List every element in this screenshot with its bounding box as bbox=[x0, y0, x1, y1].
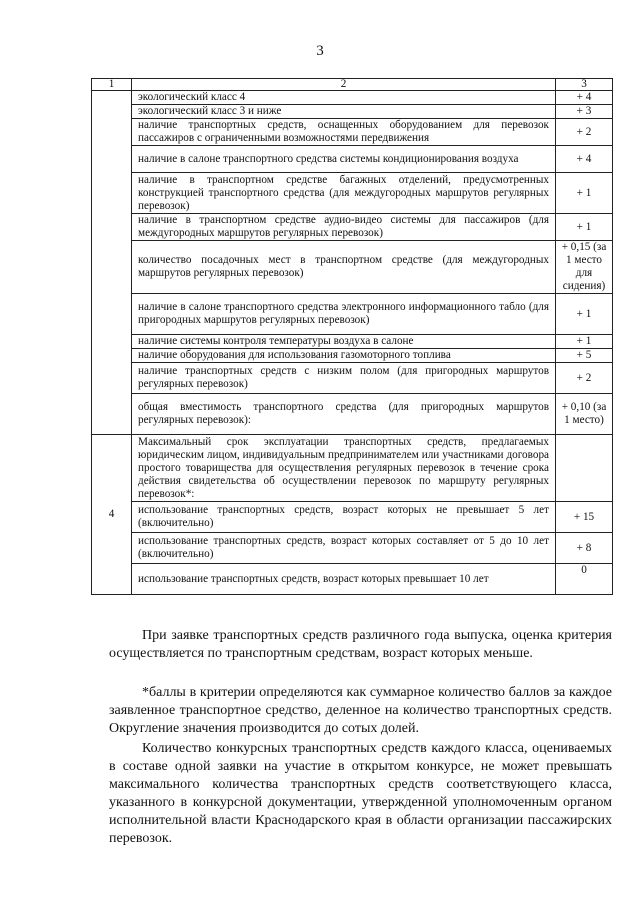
score-cell: + 4 bbox=[556, 146, 613, 173]
criterion-cell: наличие в салоне транспортного средства электронного информационного табло (для пригородных маршрутов регулярных перевозок) bbox=[132, 294, 556, 335]
table-row bbox=[92, 173, 613, 214]
section-4-title: Максимальный срок эксплуатации транспортных средств, предлагаемых юридическим лицом, индивидуальным предпринимателем или участниками договора простого товарищества для осуществления регулярных перевозок в течение срока действия свидетельства об осуществлении перевозок по маршруту регулярных перевозок*: bbox=[132, 435, 556, 502]
table-row bbox=[92, 91, 613, 105]
table-row bbox=[92, 363, 613, 394]
score-cell: + 2 bbox=[556, 363, 613, 394]
score-cell: + 1 bbox=[556, 173, 613, 214]
criterion-cell: наличие в транспортном средстве багажных отделений, предусмотренных конструкцией транспортного средства (для междугородных маршрутов регулярных перевозок) bbox=[132, 173, 556, 214]
page-number: 3 bbox=[316, 43, 324, 59]
criterion-cell: наличие системы контроля температуры воздуха в салоне bbox=[132, 335, 556, 349]
table-row bbox=[92, 502, 613, 533]
criterion-cell: экологический класс 3 и ниже bbox=[132, 105, 556, 119]
score-cell: + 8 bbox=[556, 533, 613, 564]
table-row bbox=[92, 119, 613, 146]
section-3-number-cell bbox=[92, 91, 132, 435]
criterion-cell: экологический класс 4 bbox=[132, 91, 556, 105]
criterion-cell: наличие оборудования для использования газомоторного топлива bbox=[132, 349, 556, 363]
section-4-title-row bbox=[92, 435, 613, 502]
criterion-cell: общая вместимость транспортного средства (для пригородных маршрутов регулярных перевозок): bbox=[132, 394, 556, 435]
table-row bbox=[92, 294, 613, 335]
score-cell: + 3 bbox=[556, 105, 613, 119]
table-row bbox=[92, 335, 613, 349]
score-cell: + 15 bbox=[556, 502, 613, 533]
note-paragraph-2: *баллы в критерии определяются как суммарное количество баллов за каждое заявленное транспортное средство, деленное на количество транспортных средств. Округление значения производится до сотых долей. bbox=[109, 685, 612, 736]
table-row bbox=[92, 394, 613, 435]
table-row bbox=[92, 349, 613, 363]
criterion-cell: наличие транспортных средств, оснащенных оборудованием для перевозок пассажиров с ограниченными возможностями передвижения bbox=[132, 119, 556, 146]
criterion-cell: количество посадочных мест в транспортном средстве (для междугородных маршрутов регулярных перевозок) bbox=[132, 241, 556, 294]
score-cell: + 0,15 (за 1 место для сидения) bbox=[556, 241, 613, 294]
table-row bbox=[92, 564, 613, 595]
criterion-cell: использование транспортных средств, возраст которых не превышает 5 лет (включительно) bbox=[132, 502, 556, 533]
header-col-1: 1 bbox=[92, 79, 132, 91]
score-cell: + 2 bbox=[556, 119, 613, 146]
criterion-cell: использование транспортных средств, возраст которых составляет от 5 до 10 лет (включительно) bbox=[132, 533, 556, 564]
note-paragraph-3: Количество конкурсных транспортных средств каждого класса, оцениваемых в составе одной заявки на участие в открытом конкурсе, не может превышать максимального количества транспортных средств соответствующего класса, указанного в конкурсной документации, утвержденной уполномоченным органом исполнительной власти Краснодарского края в области организации пассажирских перевозок. bbox=[109, 741, 612, 846]
score-cell: + 1 bbox=[556, 294, 613, 335]
table-row bbox=[92, 146, 613, 173]
score-cell: + 1 bbox=[556, 214, 613, 241]
score-cell: + 5 bbox=[556, 349, 613, 363]
table-row bbox=[92, 105, 613, 119]
note-paragraph-1: При заявке транспортных средств различного года выпуска, оценка критерия осуществляется по транспортным средствам, возраст которых меньше. bbox=[109, 628, 612, 661]
criterion-cell: наличие транспортных средств с низким полом (для пригородных маршрутов регулярных перевозок) bbox=[132, 363, 556, 394]
score-cell: 0 bbox=[556, 564, 613, 595]
table-row bbox=[92, 533, 613, 564]
table-header-row bbox=[92, 79, 613, 91]
score-cell: + 1 bbox=[556, 335, 613, 349]
score-cell-empty bbox=[556, 435, 613, 502]
header-col-2: 2 bbox=[132, 79, 556, 91]
criterion-cell: наличие в салоне транспортного средства системы кондиционирования воздуха bbox=[132, 146, 556, 173]
criteria-table bbox=[91, 78, 613, 595]
criterion-cell: использование транспортных средств, возраст которых превышает 10 лет bbox=[132, 564, 556, 595]
criterion-cell: наличие в транспортном средстве аудио-видео системы для пассажиров (для междугородных маршрутов регулярных перевозок) bbox=[132, 214, 556, 241]
table-row bbox=[92, 241, 613, 294]
section-4-number: 4 bbox=[92, 435, 132, 595]
score-cell: + 0,10 (за 1 место) bbox=[556, 394, 613, 435]
table-row bbox=[92, 214, 613, 241]
header-col-3: 3 bbox=[556, 79, 613, 91]
score-cell: + 4 bbox=[556, 91, 613, 105]
